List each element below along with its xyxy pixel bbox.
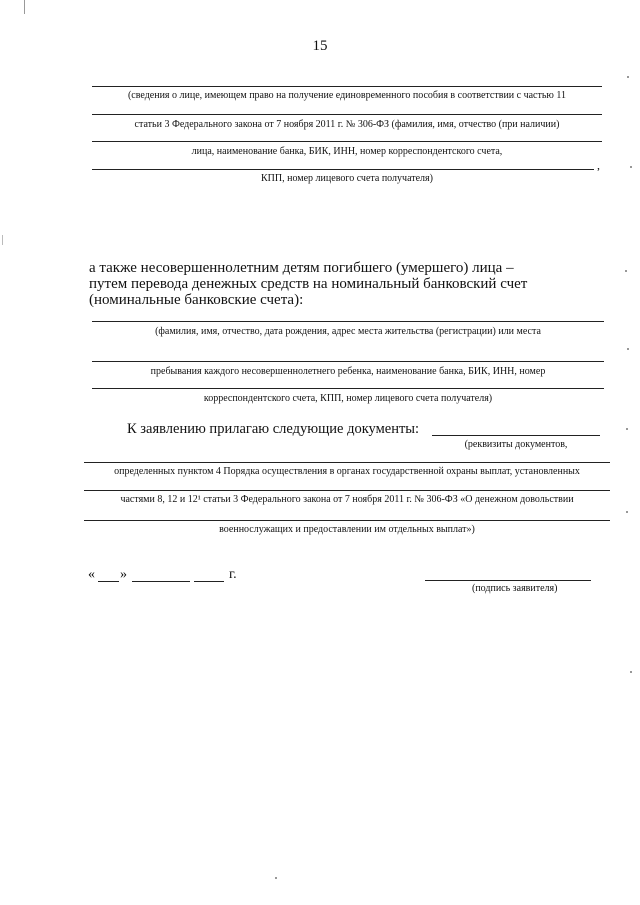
fill-line xyxy=(92,388,604,389)
page-number: 15 xyxy=(312,38,328,54)
minors-paragraph-line-2: путем перевода денежных средств на номинальный банковский счет xyxy=(89,276,528,292)
fill-line xyxy=(84,462,610,463)
recipient-caption-3: лица, наименование банка, БИК, ИНН, номер корреспондентского счета, xyxy=(191,146,503,157)
signature-line xyxy=(425,580,591,581)
fill-line xyxy=(84,490,610,491)
fill-line xyxy=(84,520,610,521)
scan-artifact xyxy=(275,877,277,879)
scan-artifact xyxy=(24,0,25,14)
documents-caption-4: военнослужащих и предоставлении им отдельных выплат») xyxy=(219,524,475,535)
minors-caption-2: пребывания каждого несовершеннолетнего ребенка, наименование банка, БИК, ИНН, номер xyxy=(150,366,546,377)
fill-line xyxy=(432,435,600,436)
date-year-line xyxy=(194,581,224,582)
date-day-line xyxy=(98,581,119,582)
recipient-caption-4: КПП, номер лицевого счета получателя) xyxy=(261,173,433,184)
fill-line xyxy=(92,361,604,362)
date-year-suffix: г. xyxy=(229,567,237,582)
fill-line xyxy=(92,169,594,170)
scan-artifact xyxy=(2,235,3,245)
date-quote-open: « xyxy=(88,567,95,582)
fill-line xyxy=(92,321,604,322)
scan-artifact xyxy=(626,428,628,430)
fill-line xyxy=(92,141,602,142)
minors-paragraph-line-1: а также несовершеннолетним детям погибшего (умершего) лица – xyxy=(89,260,514,276)
documents-caption-3: частями 8, 12 и 12¹ статьи 3 Федерального закона от 7 ноября 2011 г. № 306-ФЗ «О денежном довольствии xyxy=(120,494,574,505)
minors-caption-1: (фамилия, имя, отчество, дата рождения, адрес места жительства (регистрации) или места xyxy=(155,326,541,337)
fill-line xyxy=(92,114,602,115)
minors-paragraph-line-3: (номинальные банковские счета): xyxy=(89,292,304,308)
documents-lead: К заявлению прилагаю следующие документы: xyxy=(127,421,420,437)
date-quote-close: » xyxy=(120,567,127,582)
recipient-caption-2: статьи 3 Федерального закона от 7 ноября 2011 г. № 306-ФЗ (фамилия, имя, отчество (при наличии) xyxy=(134,119,560,130)
documents-caption-1: (реквизиты документов, xyxy=(464,439,568,450)
scan-artifact xyxy=(627,348,629,350)
fill-line xyxy=(92,86,602,87)
scan-artifact xyxy=(625,270,627,272)
recipient-caption-1: (сведения о лице, имеющем право на получение единовременного пособия в соответствии с частью 11 xyxy=(127,90,567,101)
scan-artifact xyxy=(630,166,632,168)
date-month-line xyxy=(132,581,190,582)
scan-artifact xyxy=(627,76,629,78)
documents-caption-2: определенных пунктом 4 Порядка осуществления в органах государственной охраны выплат, установленных xyxy=(114,466,580,477)
scan-artifact xyxy=(626,511,628,513)
scan-artifact xyxy=(630,671,632,673)
minors-caption-3: корреспондентского счета, КПП, номер лицевого счета получателя) xyxy=(203,393,493,404)
line-comma: , xyxy=(597,158,600,172)
signature-caption: (подпись заявителя) xyxy=(472,583,558,594)
